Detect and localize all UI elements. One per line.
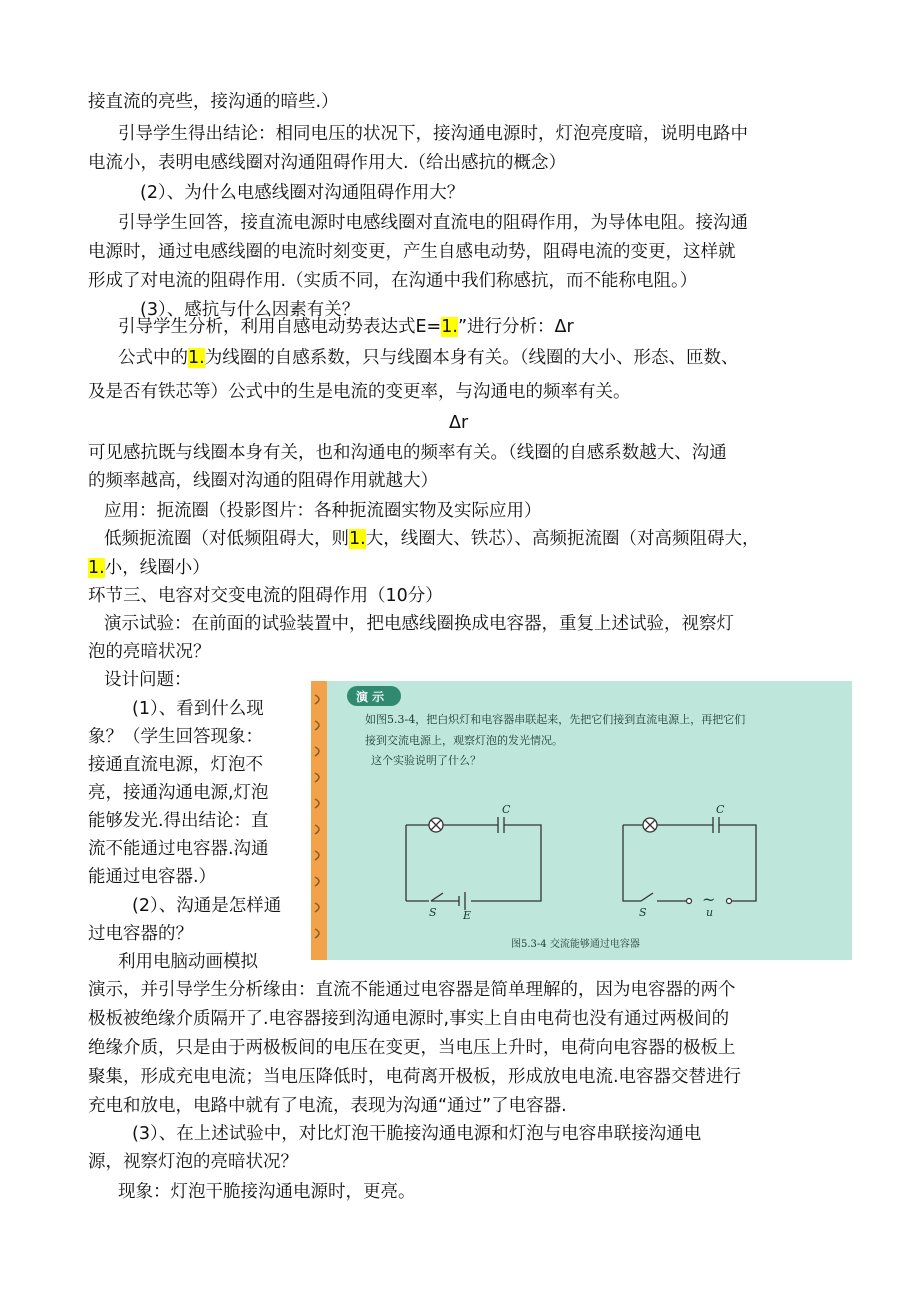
question-heading: (3）、在上述试验中，对比灯泡干脆接沟通电源和灯泡与电容串联接沟通电 [132,1124,702,1144]
side-text-line: 象？（学生回答现象： [88,727,263,747]
text-line: 聚集，形成充电电流；当电压降低时，电荷离开极板，形成放电电流.电容器交替进行 [88,1067,742,1087]
highlighted-term: 1. [188,348,205,368]
formula-fragment: Δr [449,413,469,433]
text-segment: 小，线圈小） [104,558,210,578]
text-line [118,315,574,339]
textbook-figure [311,681,852,960]
text-line: 应用：扼流圈（投影图片：各种扼流圈实物及实际应用） [104,501,542,521]
text-line: 引导学生得出结论：相同电压的状况下，接沟通电源时，灯泡亮度暗，说明电路中 [118,124,748,144]
text-segment: 低频扼流圈（对低频阻碍大，则 [104,529,349,549]
text-line: 现象：灯泡干脆接沟通电源时，更亮。 [118,1182,416,1202]
text-line: 引导学生回答，接直流电源时电感线圈对直流电的阻碍作用，为导体电阻。接沟通 [118,213,748,233]
highlighted-term: 1. [441,317,458,337]
bulb-icon [429,818,443,832]
text-line: 充电和放电，电路中就有了电流，表现为沟通“通过”了电容器. [88,1096,567,1116]
text-line: 电源时，通过电感线圈的电流时刻变更，产生自感电动势，阻碍电流的变更，这样就 [88,242,736,262]
question-heading: (2）、为什么电感线圈对沟通阻碍作用大？ [140,183,465,203]
text-line: 源，视察灯泡的亮暗状况？ [88,1152,298,1172]
section-heading: 环节三、电容对交变电流的阻碍作用（10分） [88,586,443,606]
battery-label: E [463,909,472,922]
highlighted-term: 1. [88,558,105,578]
side-text-line: 能够发光.得出结论：直 [88,811,269,831]
text-line [104,527,759,551]
text-line: 可见感抗既与线圈本身有关，也和沟通电的频率有关。（线圈的自感系数越大、沟通 [88,443,727,463]
side-text-line: 过电容器的？ [88,924,193,944]
figure-text: 接到交流电源上，观察灯泡的发光情况。 [365,734,563,747]
ac-circuit [623,817,756,901]
text-line [88,556,210,580]
text-line: 的频率越高，线圈对沟通的阻碍作用就越大） [88,471,438,491]
text-line: 泡的亮暗状况？ [88,642,211,662]
highlighted-term: 1. [349,529,366,549]
ac-label: u [706,906,714,919]
demo-badge: 演 示 [356,690,385,704]
side-text-line: 接通直流电源，灯泡不 [88,755,263,775]
binding-rings [315,695,319,938]
side-text-line: (2）、沟通是怎样通 [132,896,282,916]
side-text-line: 流不能通过电容器.沟通 [88,839,269,859]
side-text-line: 利用电脑动画模拟 [118,952,258,972]
switch-label: S [429,906,437,919]
capacitor-label: C [502,803,511,816]
switch-label: S [639,906,647,919]
text-line: 演示试验：在前面的试验装置中，把电感线圈换成电容器，重复上述试验，视察灯 [104,614,734,634]
text-line [118,346,738,370]
ac-symbol: ~ [702,890,716,909]
capacitor-label: C [716,803,725,816]
side-text-line: 亮，接通沟通电源,灯泡 [88,783,269,803]
text-segment: 为线圈的自感系数，只与线圈本身有关。（线圈的大小、形态、匝数、 [204,348,739,368]
figure-text: 如图5.3-4，把白炽灯和电容器串联起来，先把它们接到直流电源上，再把它们 [365,713,746,726]
text-line: 绝缘介质，只是由于两极板间的电压在变更，当电压上升时，电荷向电容器的极板上 [88,1038,736,1058]
text-segment: ”进行分析：Δr [457,317,574,337]
text-line: 极板被绝缘介质隔开了.电容器接到沟通电源时,事实上自由电荷也没有通过两极间的 [88,1009,730,1029]
text-line: 设计问题： [104,670,192,690]
text-segment: 大，线圈大、铁芯）、高频扼流圈（对高频阻碍大， [365,529,760,549]
bulb-icon [643,818,657,832]
text-line: 接直流的亮些，接沟通的暗些.） [88,92,339,112]
text-line: 形成了对电流的阻碍作用.（实质不同，在沟通中我们称感抗，而不能称电阻。） [88,271,698,291]
text-line: 电流小，表明电感线圈对沟通阻碍作用大.（给出感抗的概念） [88,153,567,173]
text-segment: 公式中的 [118,348,188,368]
text-segment: 引导学生分析，利用自感电动势表达式E= [118,317,442,337]
question-heading: (3）、感抗与什么因素有关？ [140,300,360,320]
dc-circuit [406,817,541,910]
side-text-line: (1）、看到什么现 [132,699,264,719]
figure-caption: 图5.3-4 交流能够通过电容器 [511,939,640,950]
figure-text: 这个实验说明了什么？ [371,754,481,767]
text-line: 演示，并引导学生分析缘由：直流不能通过电容器是简单理解的，因为电容器的两个 [88,980,736,1000]
text-line: 及是否有铁芯等）公式中的生是电流的变更率，与沟通电的频率有关。 [88,382,631,402]
side-text-line: 能通过电容器.） [88,867,217,887]
